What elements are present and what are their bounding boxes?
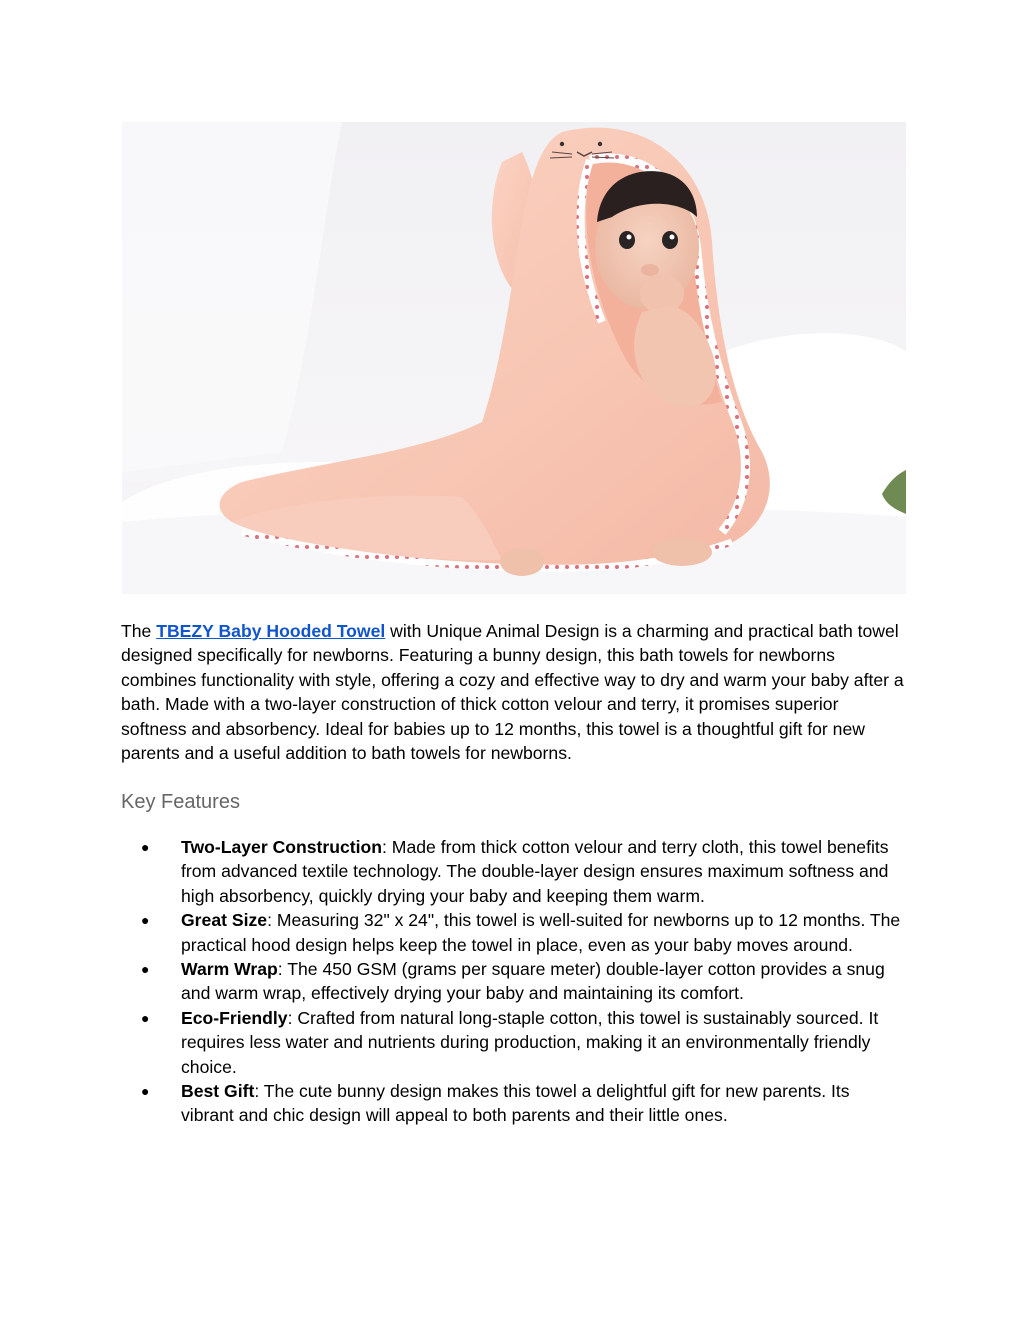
feature-label: Warm Wrap bbox=[181, 959, 278, 980]
baby-towel-illustration bbox=[122, 122, 906, 594]
product-link[interactable]: TBEZY Baby Hooded Towel bbox=[156, 621, 386, 641]
list-item bbox=[121, 835, 907, 908]
feature-text: : The 450 GSM (grams per square meter) double-layer cotton provides a snug and warm wrap, effectively drying your baby and maintaining its comfort. bbox=[181, 959, 885, 1004]
key-features-list bbox=[121, 835, 907, 1128]
feature-label: Great Size bbox=[181, 910, 268, 931]
bullet-icon: ● bbox=[141, 1009, 150, 1026]
list-item bbox=[121, 957, 907, 1006]
feature-text: : The cute bunny design makes this towel a delightful gift for new parents. Its vibrant and chic design will appeal to both parents and their little ones. bbox=[181, 1081, 850, 1126]
hero-image bbox=[122, 122, 906, 594]
feature-label: Best Gift bbox=[181, 1081, 255, 1102]
list-item bbox=[121, 908, 907, 957]
list-item bbox=[121, 1006, 907, 1079]
feature-text: : Made from thick cotton velour and terry cloth, this towel benefits from advanced textile technology. The double-layer design ensures maximum softness and high absorbency, quickly drying your baby and keeping them warm. bbox=[181, 837, 889, 906]
intro-suffix: with Unique Animal Design is a charming and practical bath towel designed specifically for newborns. Featuring a bunny design, this bath towels for newborns combines functionality with style, offering a cozy and effective way to dry and warm your baby after a bath. Made with a two-layer construction of thick cotton velour and terry, it promises superior softness and absorbency. Ideal for babies up to 12 months, this towel is a thoughtful gift for new parents and a useful addition to bath towels for newborns. bbox=[121, 621, 904, 764]
bullet-icon: ● bbox=[141, 912, 150, 929]
feature-text: : Measuring 32" x 24", this towel is well-suited for newborns up to 12 months. The practical hood design helps keep the towel in place, even as your baby moves around. bbox=[181, 910, 901, 955]
intro-paragraph bbox=[121, 619, 907, 765]
bullet-icon: ● bbox=[141, 961, 150, 978]
feature-label: Eco-Friendly bbox=[181, 1007, 288, 1028]
intro-prefix: The bbox=[121, 621, 157, 641]
bullet-icon: ● bbox=[141, 839, 150, 855]
feature-label: Two-Layer Construction bbox=[181, 837, 383, 857]
bullet-icon: ● bbox=[141, 1083, 150, 1100]
key-features-heading: Key Features bbox=[121, 791, 240, 813]
feature-text: : Crafted from natural long-staple cotton, this towel is sustainably sourced. It requires less water and nutrients during production, making it an environmentally friendly choice. bbox=[181, 1007, 879, 1077]
list-item bbox=[121, 1079, 907, 1128]
